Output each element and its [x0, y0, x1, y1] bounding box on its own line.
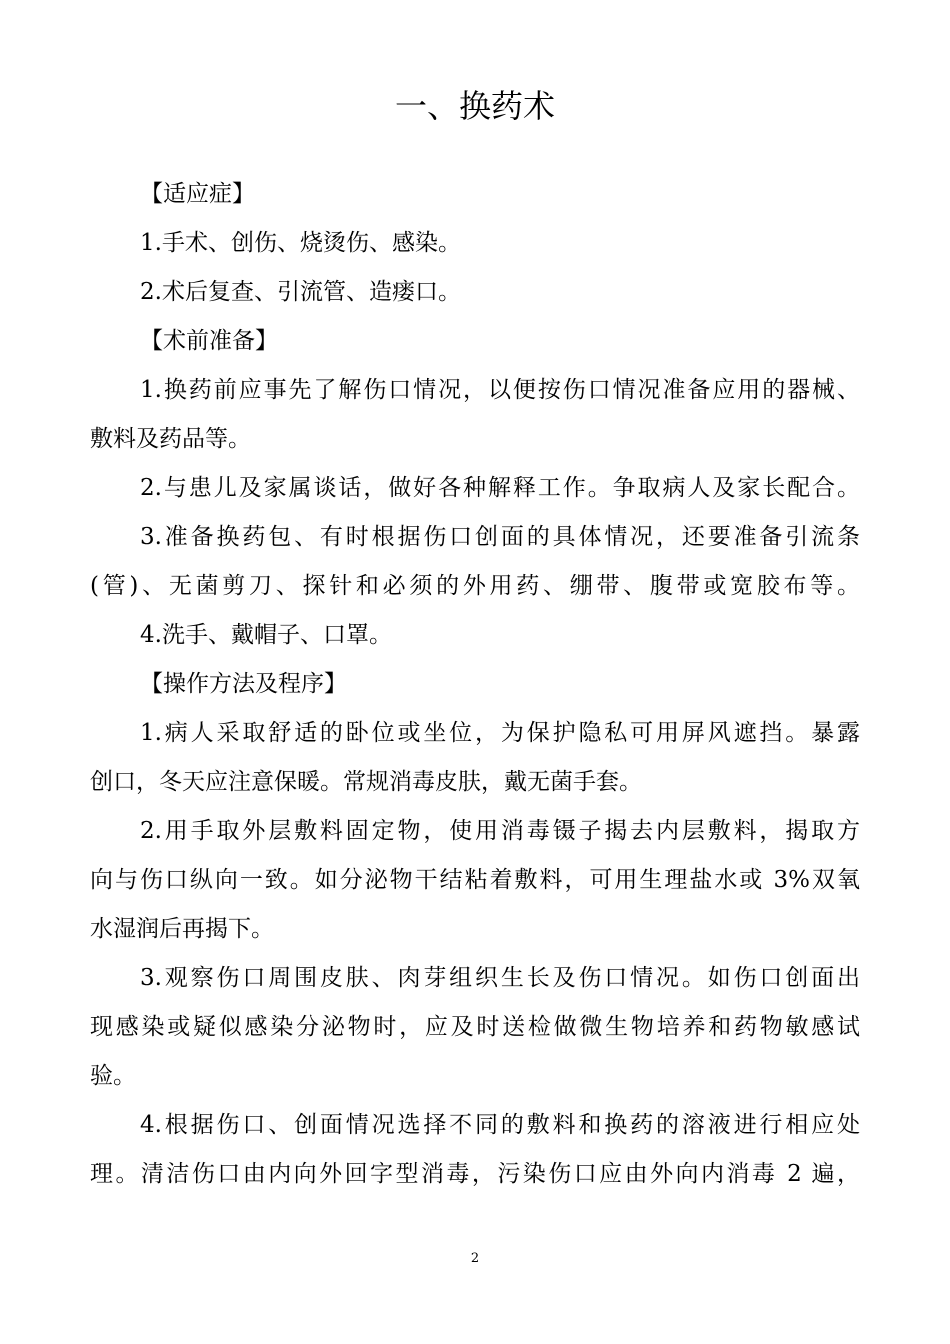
- text-line: 【操作方法及程序】: [140, 671, 347, 697]
- text-line: 【适应症】: [140, 181, 255, 207]
- text-line: 【术前准备】: [140, 328, 278, 354]
- text-line: 验。: [90, 1063, 136, 1089]
- text-line: (管)、无菌剪刀、探针和必须的外用药、绷带、腹带或宽胶布等。: [90, 573, 860, 599]
- page-title: 一、换药术: [394, 87, 555, 125]
- text-line: 创口，冬天应注意保暖。常规消毒皮肤，戴无菌手套。: [90, 769, 642, 795]
- text-line: 2.用手取外层敷料固定物，使用消毒镊子揭去内层敷料，揭取方: [140, 818, 860, 844]
- text-line: 2.术后复查、引流管、造瘘口。: [140, 279, 461, 305]
- text-line: 3.准备换药包、有时根据伤口创面的具体情况，还要准备引流条: [140, 524, 860, 550]
- text-line: 现感染或疑似感染分泌物时，应及时送检做微生物培养和药物敏感试: [90, 1014, 860, 1040]
- text-line: 1.手术、创伤、烧烫伤、感染。: [140, 230, 461, 256]
- text-line: 1.换药前应事先了解伤口情况，以便按伤口情况准备应用的器械、: [140, 377, 860, 403]
- text-line: 理。清洁伤口由内向外回字型消毒，污染伤口应由外向内消毒 2 遍，: [90, 1161, 860, 1187]
- text-line: 2.与患儿及家属谈话，做好各种解释工作。争取病人及家长配合。: [140, 475, 860, 501]
- page-number: 2: [470, 1251, 480, 1266]
- text-line: 4.洗手、戴帽子、口罩。: [140, 622, 392, 648]
- text-line: 水湿润后再揭下。: [90, 916, 274, 942]
- text-line: 1.病人采取舒适的卧位或坐位，为保护隐私可用屏风遮挡。暴露: [140, 720, 860, 746]
- text-line: 3.观察伤口周围皮肤、肉芽组织生长及伤口情况。如伤口创面出: [140, 965, 860, 991]
- text-line: 4.根据伤口、创面情况选择不同的敷料和换药的溶液进行相应处: [140, 1112, 860, 1138]
- text-line: 敷料及药品等。: [90, 426, 251, 452]
- text-line: 向与伤口纵向一致。如分泌物干结粘着敷料，可用生理盐水或 3%双氧: [90, 867, 860, 893]
- document-body: [90, 170, 860, 1199]
